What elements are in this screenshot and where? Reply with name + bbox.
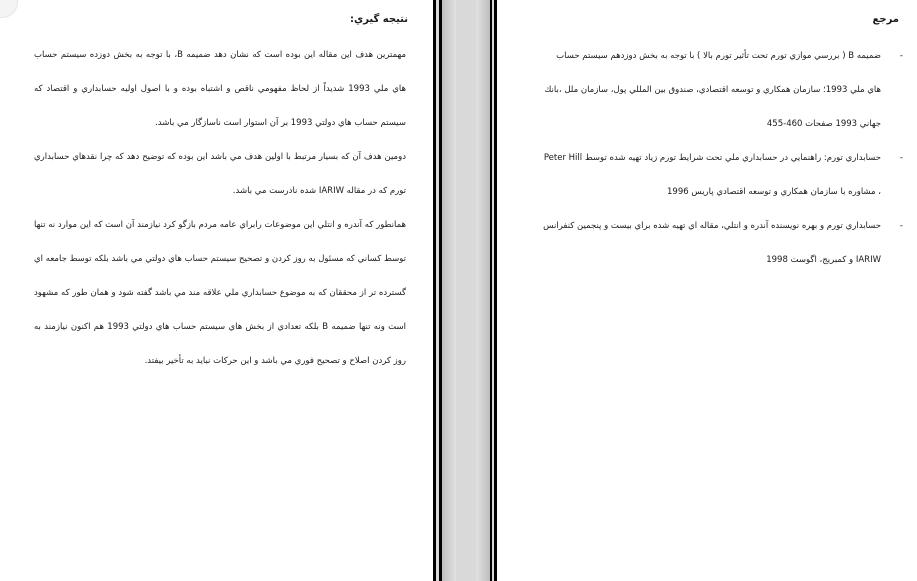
reference-item	[543, 209, 903, 277]
references-heading: مرجع	[872, 14, 899, 25]
list-bullet: -	[899, 153, 903, 163]
reference-item	[543, 141, 903, 209]
reference-text: حسابداري تورم: راهنمايي در حسابداري ملي تحت شرايط تورم زياد تهيه شده توسط Peter Hill ، مشاوره با سازمان همكاري و توسعه اقتصادي پاريس 1996	[543, 153, 881, 197]
page-shadow-left	[442, 0, 456, 581]
page-corner-tab	[0, 0, 18, 18]
conclusion-paragraph-3: همانطور كه آندره و انتلي اين موضوعات رابراي عامه مردم بازگو كرد نيازمند آن است كه اين موارد نه تنها توسط كساني كه مسئول به روز كردن و تصحيح سيستم حساب هاي دولتي مي باشد بلكه توسط جامعه اي گسترده تر از محققان كه به موضوع حسابداري ملي علاقه مند مي باشد گفته شود و همان طور كه مشهود است ونه تنها ضميمه B بلكه تعدادي از بخش هاي سيستم حساب هاي دولتي 1993 هم اكنون نيازمند به روز كردن اصلاح و تصحيح فوري مي باشد و اين حركات نبايد به تأخير بيفتد.	[34, 220, 406, 366]
reference-text: ضميمه B ( بررسي موازي تورم تحت تأثير تورم بالا ) با توجه به بخش دوزدهم سيستم حساب هاي ملي 1993؛ سازمان همكاري و توسعه اقتصادي، صندوق بين المللي پول، سازمان ملل ،بانك جهاني 1993 صفحات 460-455	[544, 51, 881, 129]
references-list	[543, 39, 903, 277]
document-page-right	[497, 0, 917, 581]
page-border	[433, 0, 436, 581]
reference-text: حسابداري تورم و بهره نويسنده آندره و انتلي، مقاله اي تهيه شده براي بيست و پنجمين كنفرانس IARIW و كمبريج، اگوست 1998	[543, 221, 881, 265]
document-page-left	[0, 0, 436, 581]
page-shadow-right	[476, 0, 490, 581]
list-bullet: -	[899, 51, 903, 61]
conclusion-paragraph-2: دومين هدف آن كه بسيار مرتبط با اولين هدف مي باشد اين بوده كه توضيح دهد كه چرا نقدهاي حسابداري تورم كه در مقاله IARIW شده نادرست مي باشد.	[34, 152, 406, 196]
page-border	[439, 0, 442, 581]
conclusion-paragraph-1: مهمترين هدف اين مقاله اين بوده است كه نشان دهد ضميمه B، با توجه به بخش دوزده سيستم حساب هاي ملي 1993 شديداً از لحاظ مفهومي ناقص و اشتباه بوده و با اصول اوليه حسابداري و اقتصاد كه سيستم حساب هاي دولتي 1993 بر آن استوار است ناسازگار مي باشد.	[34, 50, 407, 128]
page-border	[490, 0, 492, 581]
conclusion-heading: نتيجه گيري:	[350, 14, 408, 25]
reference-item	[543, 39, 903, 141]
list-bullet: -	[899, 221, 903, 231]
conclusion-body	[34, 38, 406, 378]
